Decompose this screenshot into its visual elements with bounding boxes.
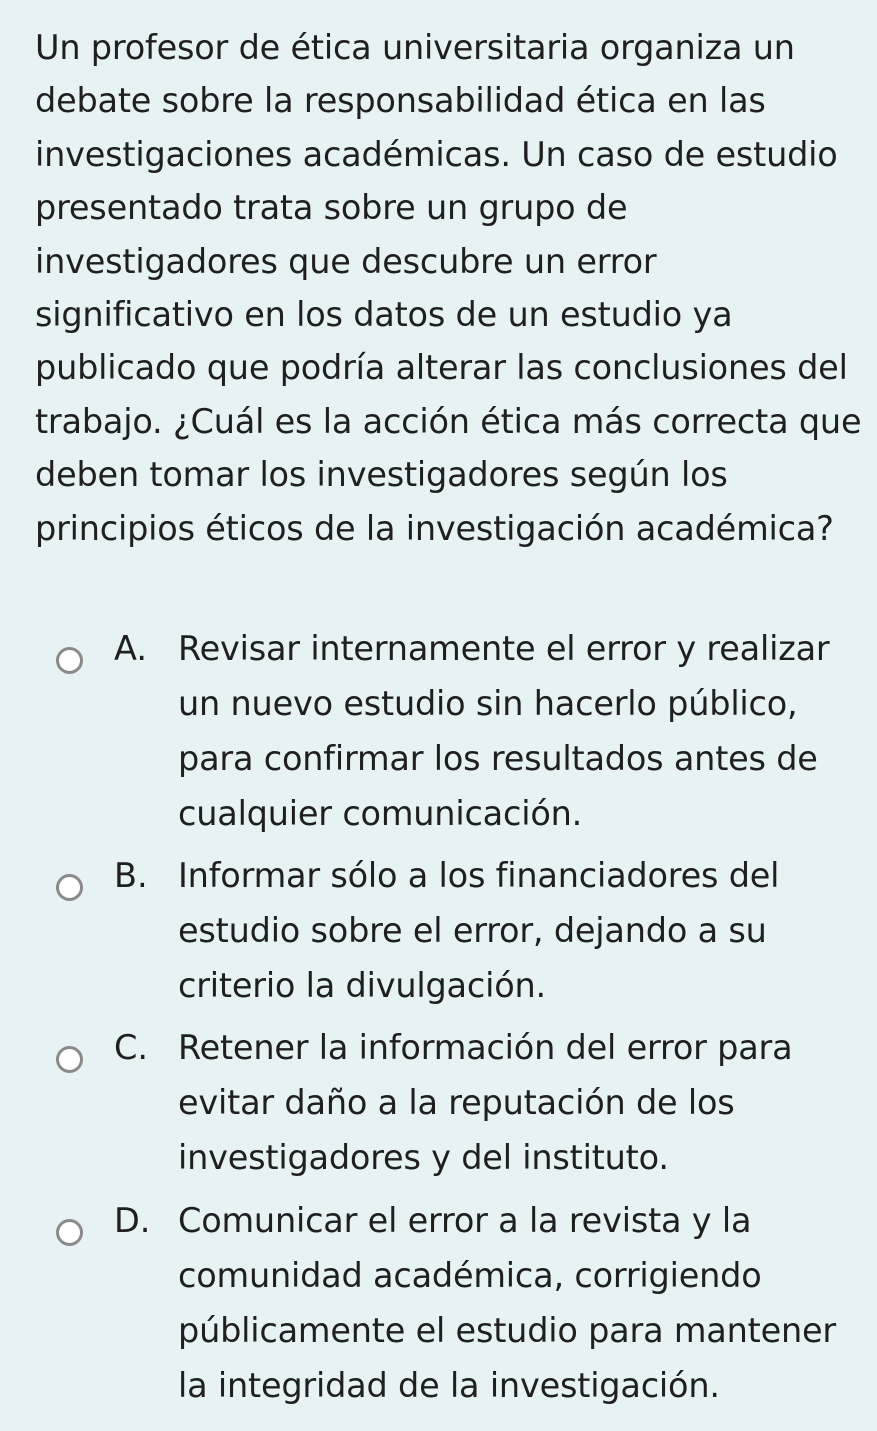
radio-button-b[interactable] bbox=[56, 874, 83, 901]
radio-button-a[interactable] bbox=[56, 647, 83, 674]
radio-button-d[interactable] bbox=[56, 1219, 83, 1246]
option-c-letter: C. bbox=[114, 1028, 149, 1067]
option-c-text: Retener la información del error para evitar daño a la reputación de los investigadores y del instituto. bbox=[178, 1028, 793, 1177]
option-d-letter: D. bbox=[114, 1201, 151, 1240]
question-text: Un profesor de ética universitaria organiza un debate sobre la responsabilidad ética en las investigaciones académicas. Un caso de estudio presentado trata sobre un grupo de investigadores que descubre un error significativo en los datos de un estudio ya publicado que podría alterar las conclusiones del trabajo. ¿Cuál es la acción ética más correcta que deben tomar los investigadores según los principios éticos de la investigación académica? bbox=[35, 28, 862, 548]
option-d-text: Comunicar el error a la revista y la comunidad académica, corrigiendo públicamente el estudio para mantener la integridad de la investigación. bbox=[178, 1201, 837, 1405]
option-a-letter: A. bbox=[114, 629, 147, 668]
option-b-text: Informar sólo a los financiadores del estudio sobre el error, dejando a su criterio la divulgación. bbox=[178, 856, 780, 1005]
option-b-letter: B. bbox=[114, 856, 148, 895]
radio-button-c[interactable] bbox=[56, 1046, 83, 1073]
option-a-text: Revisar internamente el error y realizar un nuevo estudio sin hacerlo público, para confirmar los resultados antes de cualquier comunicación. bbox=[178, 629, 830, 833]
